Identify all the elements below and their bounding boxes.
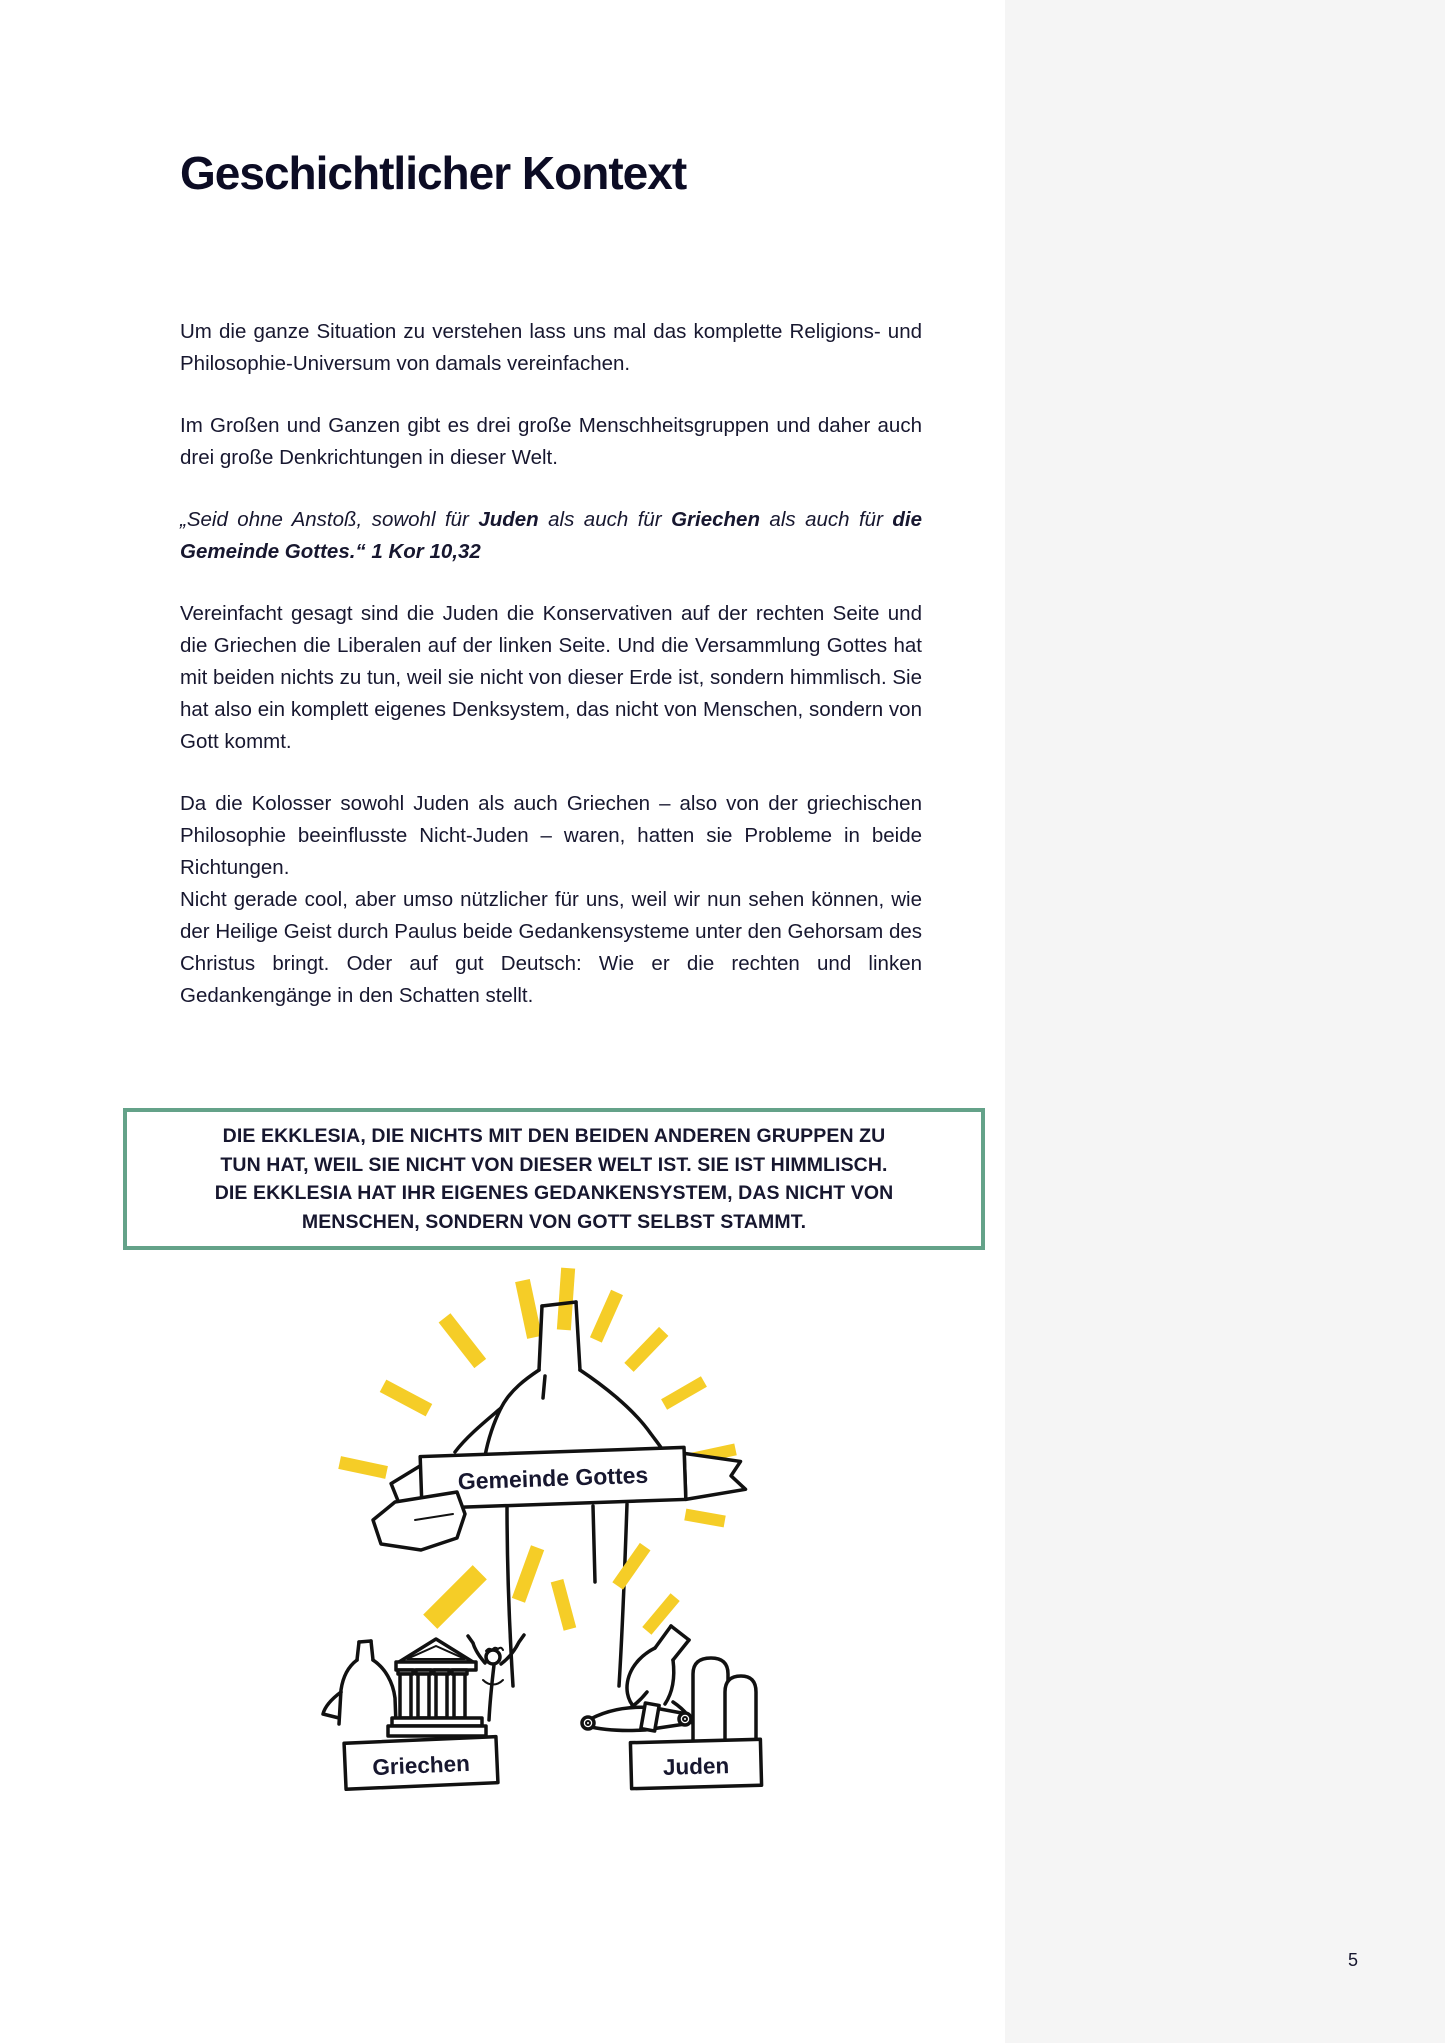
juden-label-box xyxy=(630,1739,761,1788)
juden-group xyxy=(582,1626,762,1789)
paragraph-vereinfacht: Vereinfacht gesagt sind die Juden die Konservativen auf der rechten Seite und die Griechen die Liberalen auf der linken Seite. Und die Versammlung Gottes hat mit beiden nichts zu tun, weil sie nicht von dieser Erde ist, sondern himmlisch. Sie hat also ein komplett eigenes Denksystem, das nicht von Menschen, sondern von Gott kommt. xyxy=(180,602,922,753)
three-groups-illustration xyxy=(295,1262,855,1822)
page-number: 5 xyxy=(1348,1950,1359,1970)
paragraph-kolosser xyxy=(180,788,922,1012)
griechen-label: Griechen xyxy=(371,1750,471,1781)
callout-line: TUN HAT, WEIL SIE NICHT VON DIESER WELT IST. SIE IST HIMMLISCH. xyxy=(220,1153,888,1176)
worshipper-icon xyxy=(468,1635,524,1720)
scripture-quote xyxy=(180,504,922,568)
quote-bold-juden: Juden xyxy=(478,508,539,531)
griechen-label-box xyxy=(344,1737,498,1790)
quote-text: als auch für xyxy=(538,508,672,531)
callout-line: DIE EKKLESIA, DIE NICHTS MIT DEN BEIDEN ANDEREN GRUPPEN ZU xyxy=(222,1125,886,1147)
illustration xyxy=(295,1262,855,1822)
right-margin-panel xyxy=(1005,0,1445,2043)
body-text xyxy=(180,316,922,1042)
quote-text: als auch für xyxy=(759,508,893,531)
callout-line: MENSCHEN, SONDERN VON GOTT SELBST STAMMT. xyxy=(301,1210,807,1233)
griechen-group xyxy=(323,1635,524,1789)
torah-scroll-icon xyxy=(582,1703,691,1731)
hand-icon xyxy=(373,1492,465,1550)
quote-bold-griechen: Griechen xyxy=(671,508,760,531)
juden-label: Juden xyxy=(662,1753,730,1780)
banner-label: Gemeinde Gottes xyxy=(457,1461,649,1495)
callout-line: DIE EKKLESIA HAT IHR EIGENES GEDANKENSYSTEM, DAS NICHT VON xyxy=(214,1182,894,1204)
page-title: Geschichtlicher Kontext xyxy=(180,147,687,199)
quote-bold-gemeinde-reference: die Gemeinde Gottes.“ 1 Kor 10,32 xyxy=(180,508,922,563)
quote-text: „Seid ohne Anstoß, sowohl für xyxy=(180,508,479,531)
paragraph-intro: Um die ganze Situation zu verstehen lass uns mal das komplette Religions- und Philosophie-Universum von damals vereinfachen. xyxy=(180,320,922,375)
paragraph-kolosser-part2: Nicht gerade cool, aber umso nützlicher für uns, weil wir nun sehen können, wie der Heilige Geist durch Paulus beide Gedankensysteme unter den Gehorsam des Christus bringt. Oder auf gut Deutsch: Wie er die rechten und linken Gedankengänge in den Schatten stellt. xyxy=(180,888,922,1007)
callout-box xyxy=(123,1108,985,1250)
paragraph-kolosser-part1: Da die Kolosser sowohl Juden als auch Griechen – also von der griechischen Philosophie beeinflusste Nicht-Juden – waren, hatten sie Probleme in beide Richtungen. xyxy=(180,792,922,879)
stone-tablets-icon xyxy=(693,1658,756,1740)
paragraph-groups: Im Großen und Ganzen gibt es drei große Menschheitsgruppen und daher auch drei große Denkrichtungen in dieser Welt. xyxy=(180,414,922,469)
temple-icon xyxy=(388,1639,486,1736)
